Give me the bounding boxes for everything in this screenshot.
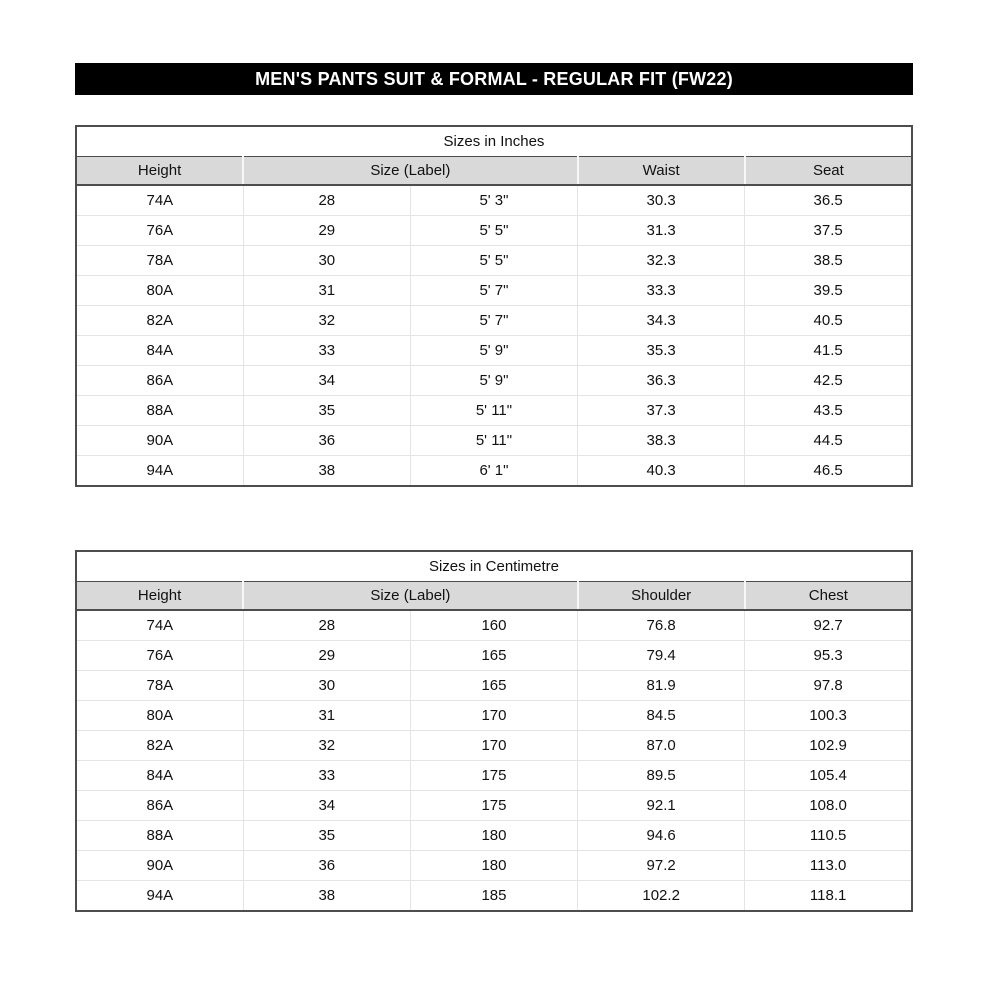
table-cell: 94A — [76, 881, 243, 912]
table-row — [76, 246, 912, 276]
table-row — [76, 641, 912, 671]
table-cell: 33 — [243, 761, 410, 791]
table-cell: 34 — [243, 366, 410, 396]
table-cell: 165 — [410, 641, 577, 671]
table-cell: 90A — [76, 426, 243, 456]
table-cell: 31.3 — [578, 216, 745, 246]
table-cell: 81.9 — [578, 671, 745, 701]
table-row — [76, 336, 912, 366]
table-cell: 74A — [76, 185, 243, 216]
table-cell: 79.4 — [578, 641, 745, 671]
table-cell: 44.5 — [745, 426, 912, 456]
table-cell: 95.3 — [745, 641, 912, 671]
table-cell: 34 — [243, 791, 410, 821]
table-cell: 160 — [410, 610, 577, 641]
col-header-chest: Chest — [745, 582, 912, 611]
table-cell: 30 — [243, 246, 410, 276]
table-title-row — [76, 551, 912, 582]
table-cell: 94A — [76, 456, 243, 487]
table-row — [76, 306, 912, 336]
table-cell: 35 — [243, 396, 410, 426]
table-cell: 86A — [76, 366, 243, 396]
table-cell: 37.5 — [745, 216, 912, 246]
table-cell: 28 — [243, 610, 410, 641]
table-cell: 76.8 — [578, 610, 745, 641]
table-cell: 29 — [243, 641, 410, 671]
table-cell: 35.3 — [578, 336, 745, 366]
table-row — [76, 761, 912, 791]
table-cell: 40.5 — [745, 306, 912, 336]
col-header-seat: Seat — [745, 157, 912, 186]
table-cell: 82A — [76, 306, 243, 336]
table-cell: 42.5 — [745, 366, 912, 396]
table-cell: 100.3 — [745, 701, 912, 731]
table-cell: 6' 1" — [410, 456, 577, 487]
table-cell: 5' 5" — [410, 216, 577, 246]
table-cell: 84A — [76, 336, 243, 366]
table-cell: 29 — [243, 216, 410, 246]
table-cell: 97.8 — [745, 671, 912, 701]
table-header-row — [76, 582, 912, 611]
table-cell: 84A — [76, 761, 243, 791]
table-cell: 76A — [76, 641, 243, 671]
col-header-waist: Waist — [578, 157, 745, 186]
table-cell: 38 — [243, 881, 410, 912]
table-row — [76, 216, 912, 246]
table-cell: 97.2 — [578, 851, 745, 881]
col-header-size-label: Size (Label) — [243, 582, 577, 611]
table-header-row — [76, 157, 912, 186]
table-row — [76, 276, 912, 306]
table-cell: 78A — [76, 671, 243, 701]
table-cell: 38.3 — [578, 426, 745, 456]
table-row — [76, 610, 912, 641]
table-cell: 5' 11" — [410, 396, 577, 426]
table-title: Sizes in Centimetre — [76, 551, 912, 582]
table-row — [76, 731, 912, 761]
col-header-size-label: Size (Label) — [243, 157, 577, 186]
table-cell: 36.3 — [578, 366, 745, 396]
table-body — [76, 610, 912, 911]
col-header-height: Height — [76, 157, 243, 186]
table-cell: 32 — [243, 306, 410, 336]
table-cell: 5' 7" — [410, 276, 577, 306]
sizes-in-inches-table — [75, 125, 913, 487]
table-cell: 180 — [410, 821, 577, 851]
table-row — [76, 881, 912, 912]
col-header-height: Height — [76, 582, 243, 611]
table-cell: 5' 9" — [410, 366, 577, 396]
table-cell: 86A — [76, 791, 243, 821]
table-cell: 30 — [243, 671, 410, 701]
table-cell: 74A — [76, 610, 243, 641]
table-row — [76, 396, 912, 426]
table-cell: 31 — [243, 701, 410, 731]
table-cell: 94.6 — [578, 821, 745, 851]
table-cell: 80A — [76, 701, 243, 731]
table-cell: 92.7 — [745, 610, 912, 641]
sizes-in-centimetre-table — [75, 550, 913, 912]
table-cell: 33.3 — [578, 276, 745, 306]
col-header-shoulder: Shoulder — [578, 582, 745, 611]
table-cell: 80A — [76, 276, 243, 306]
table-row — [76, 851, 912, 881]
table-cell: 185 — [410, 881, 577, 912]
table-cell: 36 — [243, 851, 410, 881]
table-cell: 31 — [243, 276, 410, 306]
table-cell: 84.5 — [578, 701, 745, 731]
table-cell: 113.0 — [745, 851, 912, 881]
table-row — [76, 671, 912, 701]
table-cell: 76A — [76, 216, 243, 246]
table-cell: 90A — [76, 851, 243, 881]
table-row — [76, 791, 912, 821]
table-cell: 82A — [76, 731, 243, 761]
table-cell: 92.1 — [578, 791, 745, 821]
table-cell: 88A — [76, 396, 243, 426]
table-cell: 33 — [243, 336, 410, 366]
table-cell: 5' 3" — [410, 185, 577, 216]
table-cell: 110.5 — [745, 821, 912, 851]
chart-title: MEN'S PANTS SUIT & FORMAL - REGULAR FIT (FW22) — [255, 68, 733, 89]
table-row — [76, 426, 912, 456]
table-cell: 5' 11" — [410, 426, 577, 456]
table-cell: 32.3 — [578, 246, 745, 276]
table-title: Sizes in Inches — [76, 126, 912, 157]
table-cell: 40.3 — [578, 456, 745, 487]
table-cell: 5' 5" — [410, 246, 577, 276]
table-cell: 38.5 — [745, 246, 912, 276]
table-cell: 175 — [410, 761, 577, 791]
table-cell: 88A — [76, 821, 243, 851]
chart-title-banner — [75, 63, 913, 95]
table-row — [76, 821, 912, 851]
table-cell: 36.5 — [745, 185, 912, 216]
table-cell: 170 — [410, 731, 577, 761]
table-cell: 39.5 — [745, 276, 912, 306]
table-cell: 32 — [243, 731, 410, 761]
table-cell: 46.5 — [745, 456, 912, 487]
table-cell: 102.2 — [578, 881, 745, 912]
table-cell: 30.3 — [578, 185, 745, 216]
table-body — [76, 185, 912, 486]
table-cell: 105.4 — [745, 761, 912, 791]
table-row — [76, 366, 912, 396]
table-cell: 180 — [410, 851, 577, 881]
table-cell: 108.0 — [745, 791, 912, 821]
table-cell: 37.3 — [578, 396, 745, 426]
table-cell: 34.3 — [578, 306, 745, 336]
table-cell: 38 — [243, 456, 410, 487]
table-cell: 87.0 — [578, 731, 745, 761]
table-cell: 5' 9" — [410, 336, 577, 366]
table-cell: 165 — [410, 671, 577, 701]
table-row — [76, 456, 912, 487]
table-cell: 170 — [410, 701, 577, 731]
table-cell: 118.1 — [745, 881, 912, 912]
table-cell: 102.9 — [745, 731, 912, 761]
table-cell: 43.5 — [745, 396, 912, 426]
table-cell: 35 — [243, 821, 410, 851]
table-row — [76, 185, 912, 216]
table-cell: 78A — [76, 246, 243, 276]
table-cell: 36 — [243, 426, 410, 456]
table-title-row — [76, 126, 912, 157]
table-cell: 175 — [410, 791, 577, 821]
table-cell: 41.5 — [745, 336, 912, 366]
table-cell: 5' 7" — [410, 306, 577, 336]
table-row — [76, 701, 912, 731]
table-cell: 28 — [243, 185, 410, 216]
table-cell: 89.5 — [578, 761, 745, 791]
